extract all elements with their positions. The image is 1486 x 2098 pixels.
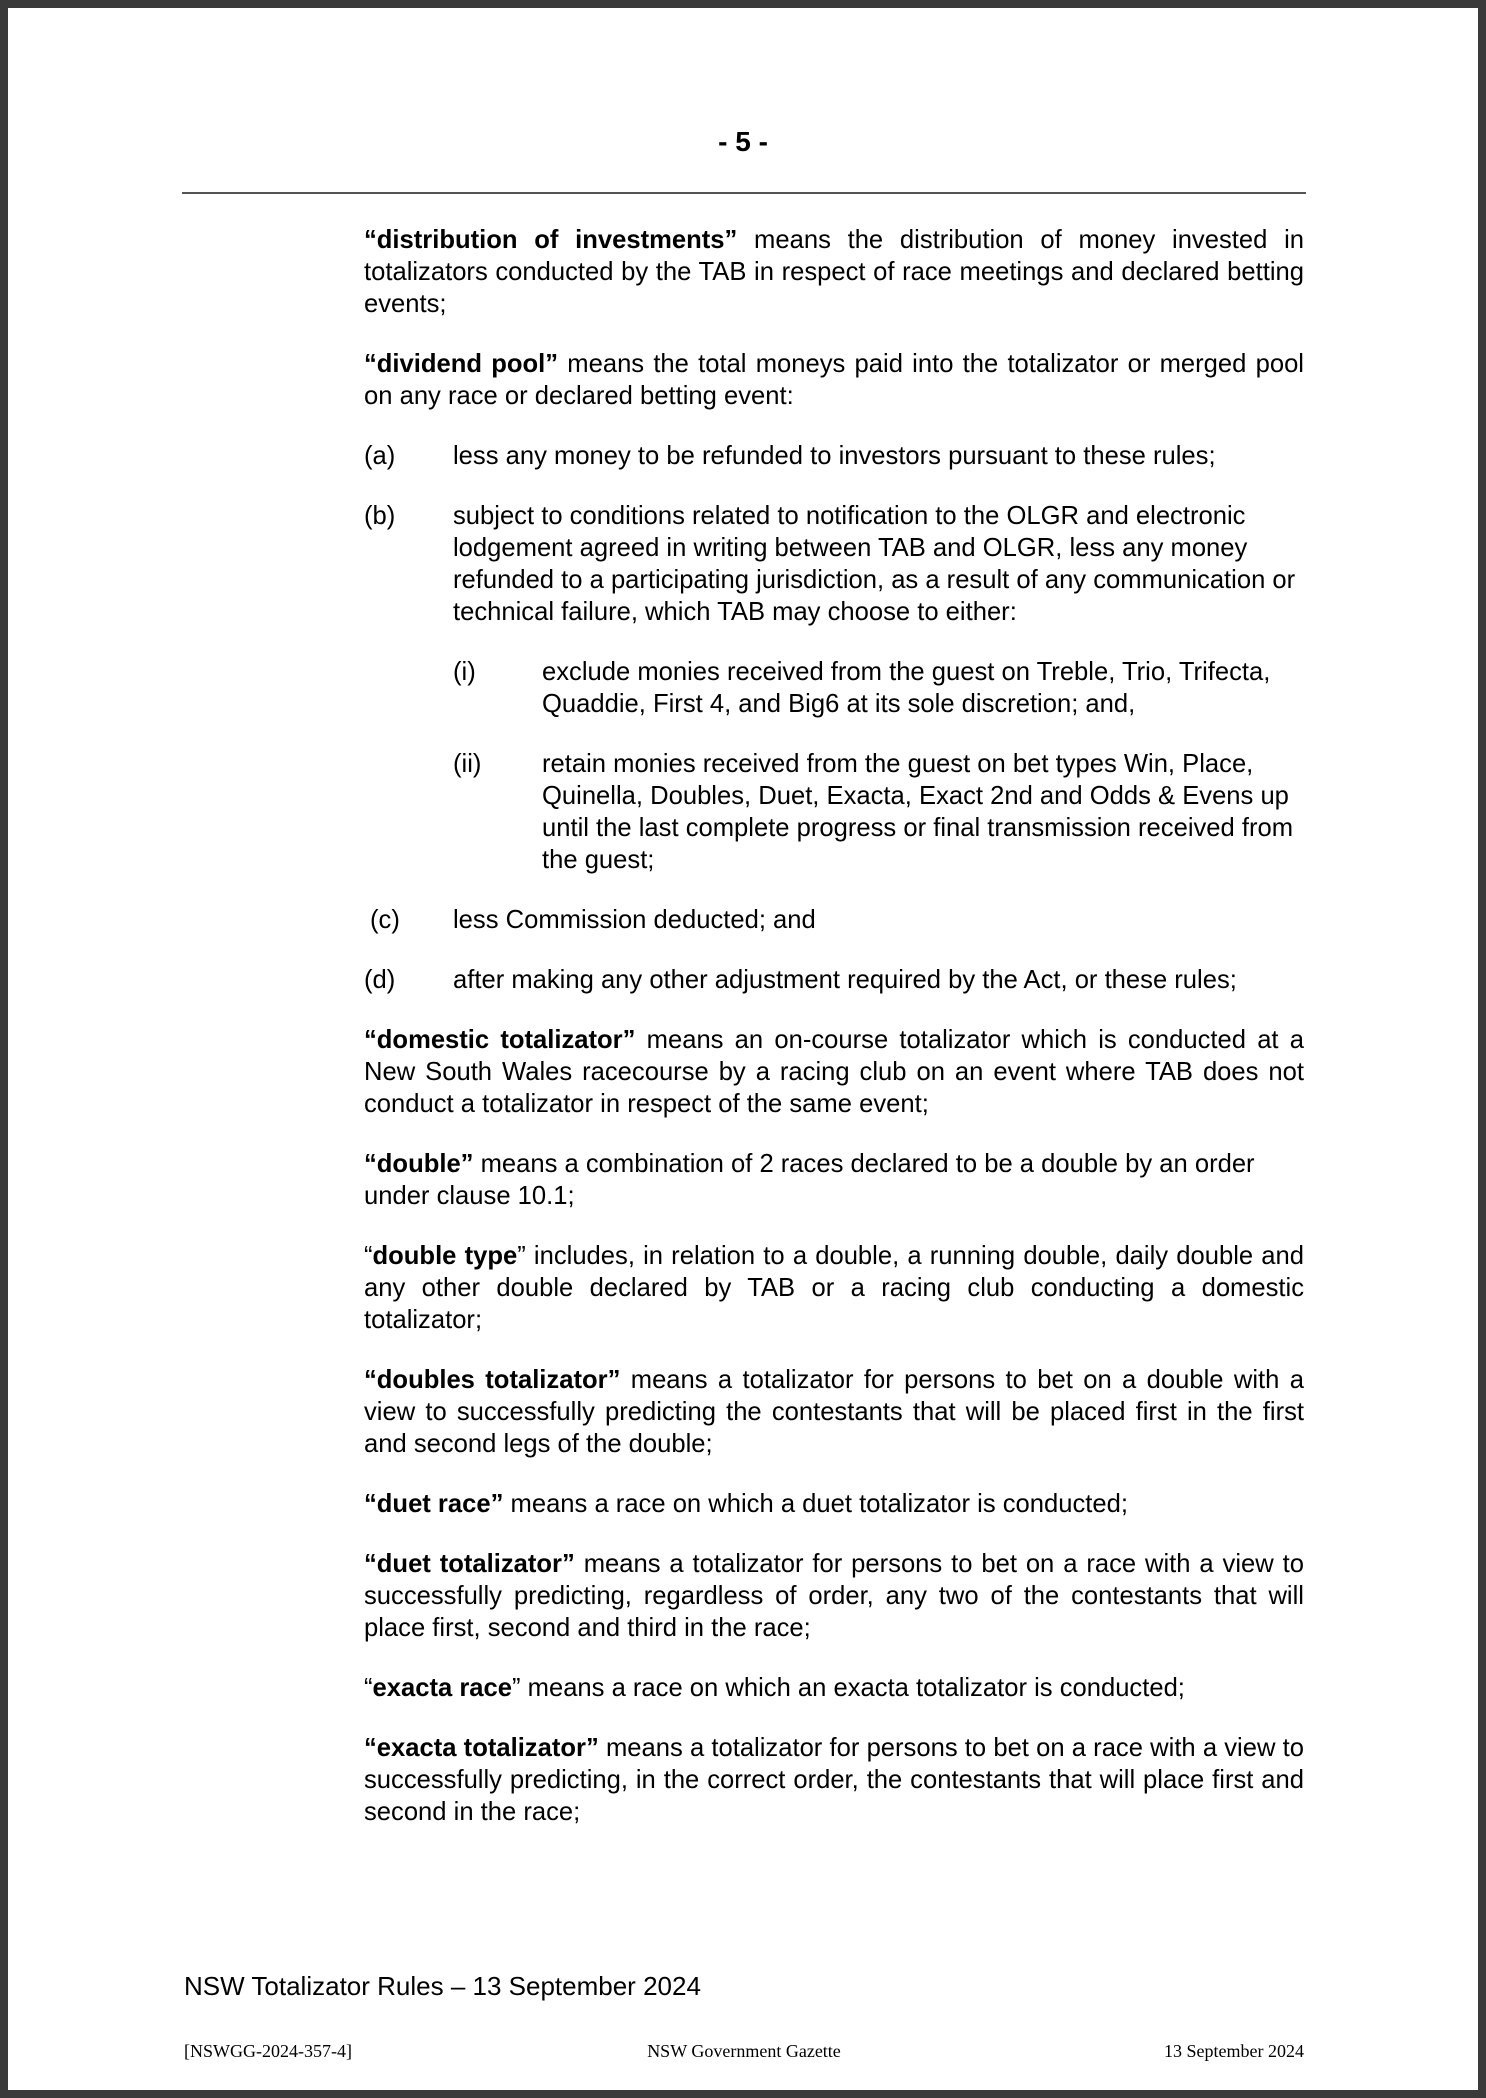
footer-reference: [NSWGG-2024-357-4] <box>184 2041 352 2061</box>
definition-double-type <box>364 1240 1304 1336</box>
definition-double <box>364 1148 1304 1212</box>
definition-text: means the distribution of money invested in totalizators conducted by the TAB in respect of race meetings and declared betting events; <box>364 226 1304 318</box>
subitem-text: exclude monies received from the guest on Treble, Trio, Trifecta, Quaddie, First 4, and Big6 at its sole discretion; and, <box>542 658 1271 718</box>
definition-exacta-totalizator <box>364 1732 1304 1828</box>
subitem-label: (i) <box>453 658 476 686</box>
term: exacta race <box>372 1674 512 1702</box>
definition-exacta-race <box>364 1672 1304 1704</box>
definition-text: means a totalizator for persons to bet on a race with a view to successfully predicting, regardless of order, any two of the contestants that will place first, second and third in the race; <box>364 1550 1304 1642</box>
term: “duet race” <box>364 1490 504 1518</box>
term: “dividend pool” <box>364 350 559 378</box>
item-text: subject to conditions related to notification to the OLGR and electronic lodgement agreed in writing between TAB and OLGR, less any money refunded to a participating jurisdiction, as a result of any communication or technical failure, which TAB may choose to either: <box>453 502 1296 626</box>
subitem-text: retain monies received from the guest on bet types Win, Place, Quinella, Doubles, Duet, Exacta, Exact 2nd and Odds & Evens up until the last complete progress or final transmission received from the guest; <box>542 750 1294 874</box>
item-text: less any money to be refunded to investors pursuant to these rules; <box>453 442 1216 470</box>
page-border-bottom <box>0 2090 1486 2098</box>
definition-text: means a totalizator for persons to bet on a race with a view to successfully predicting, in the correct order, the contestants that will place first and second in the race; <box>364 1734 1304 1826</box>
term: “domestic totalizator” <box>364 1026 636 1054</box>
list-subitem-i <box>364 656 1304 720</box>
term: “doubles totalizator” <box>364 1366 621 1394</box>
definition-text: means a combination of 2 races declared to be a double by an order under clause 10.1; <box>364 1150 1255 1210</box>
page-border-right <box>1478 0 1486 2098</box>
subitem-label: (ii) <box>453 750 482 778</box>
page-border-left <box>0 0 8 2098</box>
item-text: less Commission deducted; and <box>453 906 816 934</box>
definition-text: means an on-course totalizator which is conducted at a New South Wales racecourse by a racing club on an event where TAB does not conduct a totalizator in respect of the same event; <box>364 1026 1304 1118</box>
definition-domestic-totalizator <box>364 1024 1304 1120</box>
item-text: after making any other adjustment required by the Act, or these rules; <box>453 966 1237 994</box>
list-item-a <box>364 440 1304 472</box>
term: “double” <box>364 1150 474 1178</box>
term: “exacta totalizator” <box>364 1734 599 1762</box>
term: double type <box>372 1242 518 1270</box>
item-label: (d) <box>364 966 396 994</box>
header-divider <box>182 192 1306 194</box>
footer-date: 13 September 2024 <box>1164 2041 1304 2061</box>
page-number: - 5 - <box>718 126 768 157</box>
page-border-top <box>0 0 1486 8</box>
definition-text: ” means a race on which an exacta totalizator is conducted; <box>512 1674 1185 1702</box>
definition-distribution-of-investments <box>364 224 1304 320</box>
definition-text: ” includes, in relation to a double, a running double, daily double and any other double declared by TAB or a racing club conducting a domestic totalizator; <box>364 1242 1304 1334</box>
list-item-d <box>364 964 1304 996</box>
definition-text: means the total moneys paid into the totalizator or merged pool on any race or declared betting event: <box>364 350 1304 410</box>
list-subitem-ii <box>364 748 1304 876</box>
term: “duet totalizator” <box>364 1550 575 1578</box>
open-quote: “ <box>364 1242 373 1270</box>
definition-dividend-pool <box>364 348 1304 412</box>
list-item-b <box>364 500 1304 628</box>
definition-duet-totalizator <box>364 1548 1304 1644</box>
document-body <box>364 224 1304 1856</box>
definition-text: means a race on which a duet totalizator is conducted; <box>503 1490 1128 1518</box>
definition-duet-race <box>364 1488 1304 1520</box>
definition-doubles-totalizator <box>364 1364 1304 1460</box>
footer-title: NSW Totalizator Rules – 13 September 2024 <box>184 1971 701 2001</box>
item-label: (c) <box>370 906 400 934</box>
item-label: (a) <box>364 442 396 470</box>
item-label: (b) <box>364 502 396 530</box>
open-quote: “ <box>364 1674 373 1702</box>
term: “distribution of investments” <box>364 226 738 254</box>
footer-publication: NSW Government Gazette <box>647 2041 841 2061</box>
definition-text: means a totalizator for persons to bet on a double with a view to successfully predicting the contestants that will be placed first in the first and second legs of the double; <box>364 1366 1304 1458</box>
list-item-c <box>364 904 1304 936</box>
